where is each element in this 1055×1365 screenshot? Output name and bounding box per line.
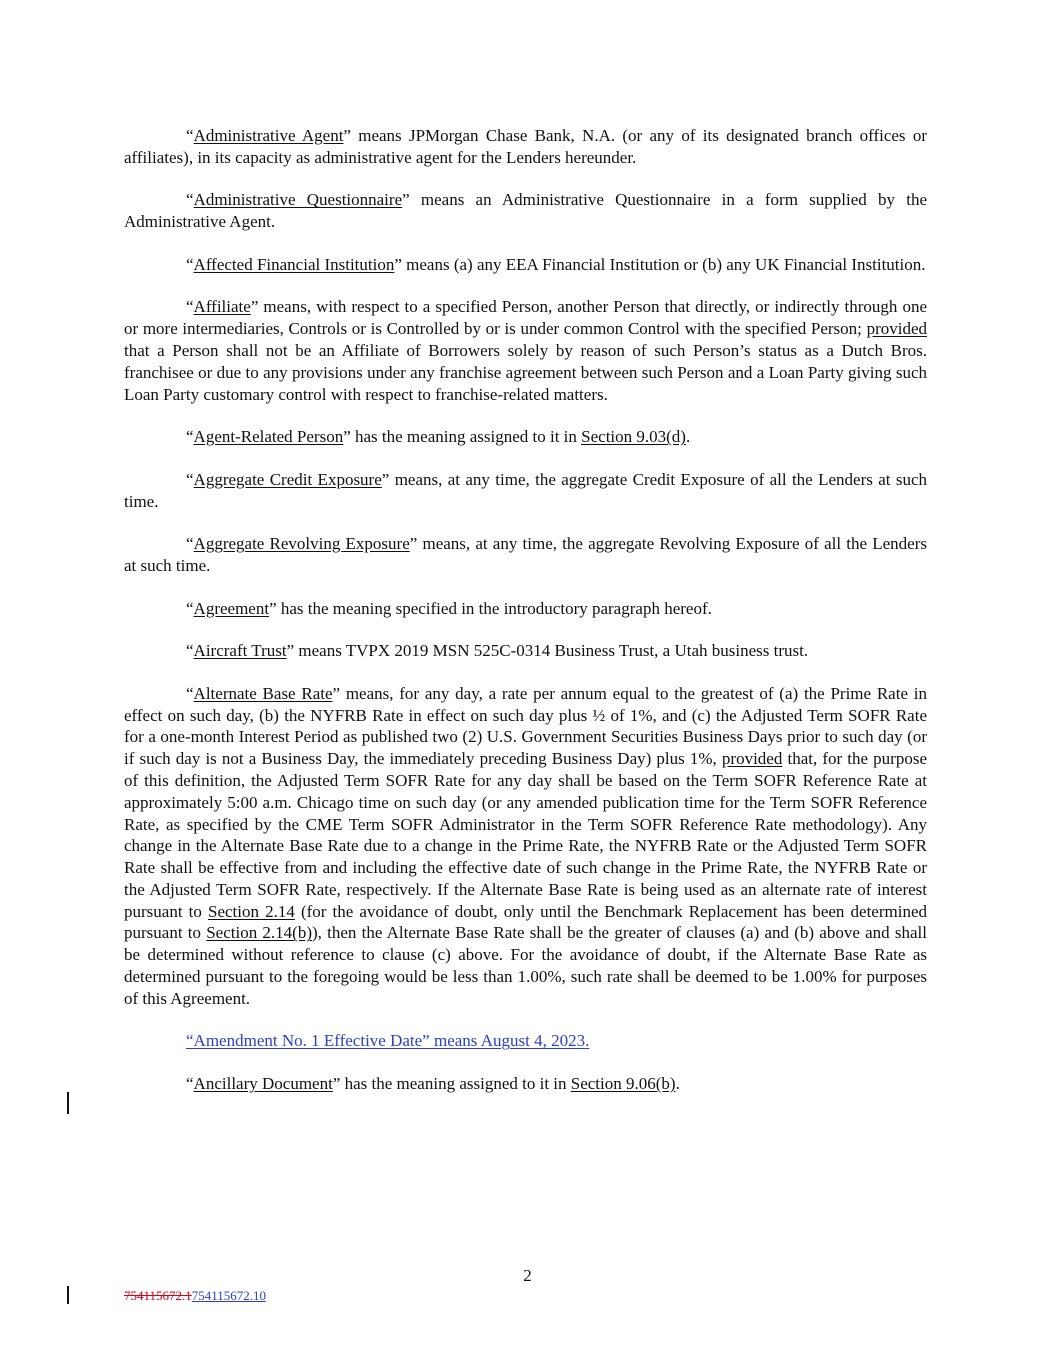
- definition-aggregate-credit-exposure: “Aggregate Credit Exposure” means, at any time, the aggregate Credit Exposure of all the Lenders at such time.: [124, 469, 927, 511]
- deleted-doc-id: 754115672.1: [124, 1288, 192, 1303]
- defined-term: Administrative Agent: [193, 126, 344, 145]
- section-reference[interactable]: Section 2.14: [207, 901, 295, 921]
- defined-term: Aggregate Credit Exposure: [193, 469, 382, 489]
- defined-term: Agreement: [193, 598, 270, 618]
- provided-keyword: provided: [721, 749, 783, 769]
- definition-alternate-base-rate: “Alternate Base Rate” means, for any day, a rate per annum equal to the greatest of (a) the Prime Rate in effect on such day, (b) the NYFRB Rate in effect on such day plus ½ of 1%, and (c) the Adjusted Term SOFR Rate for a one-month Interest Period as published two (2) U.S. Government Securities Business Days prior to such day (or if such day is not a Business Day, the immediately preceding Business Day) plus 1%, provided that, for the purpose of this definition, the Adjusted Term SOFR Rate for any day shall be based on the Term SOFR Reference Rate at approximately 5:00 a.m. Chicago time on such day (or any amended publication time for the Term SOFR Reference Rate, as specified by the CME Term SOFR Administrator in the Term SOFR Reference Rate methodology). Any change in the Alternate Base Rate due to a change in the Prime Rate, the NYFRB Rate or the Adjusted Term SOFR Rate shall be effective from and including the effective date of such change in the Prime Rate, the NYFRB Rate or the Adjusted Term SOFR Rate, respectively. If the Alternate Base Rate is being used as an alternate rate of interest pursuant to Section 2.14 (for the avoidance of doubt, only until the Benchmark Replacement has been determined pursuant to Section 2.14(b)), then the Alternate Base Rate shall be the greater of clauses (a) and (b) above and shall be determined without reference to clause (c) above. For the avoidance of doubt, if the Alternate Base Rate as determined pursuant to the foregoing would be less than 1.00%, such rate shall be deemed to be 1.00% for purposes of this Agreement.: [124, 683, 928, 1008]
- defined-term: Aircraft Trust: [193, 641, 287, 661]
- section-reference[interactable]: Section 9.06(b): [570, 1074, 676, 1094]
- provided-keyword: provided: [866, 319, 927, 339]
- defined-term: Ancillary Document: [193, 1074, 333, 1094]
- document-body: [124, 125, 927, 1116]
- defined-term: Alternate Base Rate: [193, 683, 333, 703]
- defined-term: Aggregate Revolving Exposure: [193, 534, 410, 554]
- defined-term: Affiliate: [193, 297, 251, 317]
- inserted-doc-id: 754115672.10: [191, 1288, 267, 1303]
- definition-aircraft-trust: “Aircraft Trust” means TVPX 2019 MSN 525C-0314 Business Trust, a Utah business trust.: [186, 641, 809, 661]
- defined-term: Affected Financial Institution: [193, 254, 395, 274]
- definition-agent-related-person: “Agent-Related Person” has the meaning assigned to it in Section 9.03(d).: [186, 427, 691, 447]
- inserted-revision-text: “Amendment No. 1 Effective Date” means August 4, 2023.: [186, 1031, 590, 1051]
- definition-text: means (a) any EEA Financial Institution or (b) any UK Financial Institution.: [401, 254, 926, 274]
- definition-amendment-no-1-effective-date: [124, 1030, 927, 1052]
- definition-administrative-agent: “Administrative Agent” means JPMorgan Chase Bank, N.A. (or any of its designated branch offices or affiliates), in its capacity as administrative agent for the Lenders hereunder.: [124, 126, 927, 167]
- definition-text: means, at any time, the aggregate Credit Exposure of all the Lenders at such time.: [124, 469, 927, 511]
- definition-text: means JPMorgan Chase Bank, N.A. (or any of its designated branch offices or affiliates), in its capacity as administrative agent for the Lenders hereunder.: [124, 126, 927, 167]
- change-bar-icon: [67, 1092, 69, 1114]
- defined-term: Administrative Questionnaire: [193, 190, 403, 210]
- definition-agreement: “Agreement” has the meaning specified in the introductory paragraph hereof.: [186, 598, 712, 618]
- change-bar-icon: [67, 1286, 69, 1304]
- definition-ancillary-document: “Ancillary Document” has the meaning assigned to it in Section 9.06(b).: [186, 1074, 680, 1094]
- document-id: [124, 1288, 266, 1304]
- page-number: 2: [523, 1266, 532, 1285]
- definition-administrative-questionnaire: “Administrative Questionnaire” means an Administrative Questionnaire in a form supplied by the Administrative Agent.: [124, 190, 928, 232]
- definition-affected-financial-institution: “Affected Financial Institution” means (a) any EEA Financial Institution or (b) any UK Financial Institution.: [186, 254, 926, 274]
- definition-text: has the meaning specified in the introductory paragraph hereof.: [276, 598, 712, 618]
- definition-affiliate: “Affiliate” means, with respect to a specified Person, another Person that directly, or indirectly through one or more intermediaries, Controls or is Controlled by or is under common Control with the specified Person; provided that a Person shall not be an Affiliate of Borrowers solely by reason of such Person’s status as a Dutch Bros. franchisee or due to any provisions under any franchise agreement between such Person and a Loan Party giving such Loan Party customary control with respect to franchise-related matters.: [124, 297, 927, 404]
- definition-text: means an Administrative Questionnaire in a form supplied by the Administrative Agent.: [124, 190, 928, 232]
- section-reference[interactable]: Section 2.14(b): [206, 923, 312, 943]
- definition-text: means, at any time, the aggregate Revolving Exposure of all the Lenders at such time.: [124, 534, 927, 575]
- definition-text: means TVPX 2019 MSN 525C-0314 Business Trust, a Utah business trust.: [294, 641, 809, 661]
- section-reference[interactable]: Section 9.03(d): [581, 427, 686, 447]
- definition-aggregate-revolving-exposure: “Aggregate Revolving Exposure” means, at any time, the aggregate Revolving Exposure of all the Lenders at such time.: [124, 534, 927, 575]
- defined-term: Agent-Related Person: [193, 427, 344, 447]
